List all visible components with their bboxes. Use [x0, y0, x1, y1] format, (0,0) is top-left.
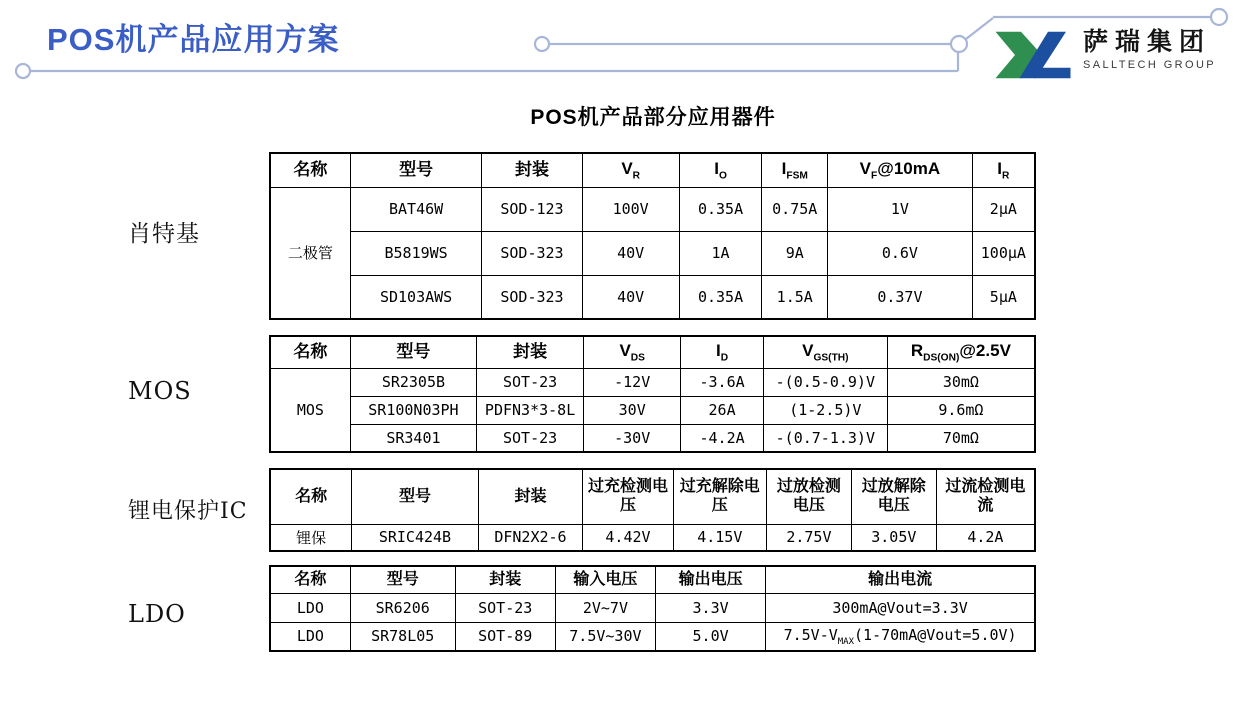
logo-name-cn: 萨瑞集团 — [1083, 28, 1212, 56]
table-cell: LDO — [270, 593, 350, 622]
table-cell: 0.35A — [679, 275, 762, 319]
table-cell: SOT-23 — [477, 424, 584, 452]
logo-text — [1083, 28, 1216, 71]
table-cell: 0.6V — [828, 231, 973, 275]
mos-spec-table — [269, 335, 1036, 453]
table-cell: 0.75A — [762, 187, 828, 231]
table-row — [270, 396, 1035, 424]
column-header: 过充检测电压 — [583, 469, 673, 524]
column-header: 名称 — [270, 153, 350, 187]
column-header: 型号 — [350, 566, 455, 593]
table-cell: 70mΩ — [887, 424, 1035, 452]
table-cell: 0.37V — [828, 275, 973, 319]
table-cell: SR6206 — [350, 593, 455, 622]
table-row — [270, 187, 1035, 231]
column-header: 型号 — [350, 336, 476, 368]
table-cell: 300mA@Vout=3.3V — [766, 593, 1035, 622]
header-row — [270, 469, 1035, 524]
column-header: $I_R$ — [972, 153, 1035, 187]
column-header: $I_{FSM}$ — [762, 153, 828, 187]
table-cell: 26A — [681, 396, 764, 424]
table-cell: 4.42V — [583, 524, 673, 551]
table-cell: 3.05V — [851, 524, 936, 551]
logo-mark-icon — [995, 28, 1071, 82]
table-cell: 3.3V — [656, 593, 766, 622]
column-header: $I_D$ — [681, 336, 764, 368]
column-header: 型号 — [350, 153, 482, 187]
table-cell: 5.0V — [656, 622, 766, 651]
table-cell: 二极管 — [270, 187, 350, 319]
table-row — [270, 231, 1035, 275]
table-cell: PDFN3*3-8L — [477, 396, 584, 424]
table-cell: 2μA — [972, 187, 1035, 231]
table-cell: -(0.7-1.3)V — [763, 424, 887, 452]
table-row — [270, 524, 1035, 551]
table-row — [270, 424, 1035, 452]
table-cell: 100μA — [972, 231, 1035, 275]
column-header: 输出电压 — [656, 566, 766, 593]
table-cell: SOD-323 — [482, 275, 582, 319]
table-cell: (1-2.5)V — [763, 396, 887, 424]
table-cell: SR100N03PH — [350, 396, 476, 424]
table-cell: 1V — [828, 187, 973, 231]
ldo-spec-table — [269, 565, 1036, 652]
column-header: $V_{GS(TH)}$ — [763, 336, 887, 368]
table-cell: 100V — [582, 187, 679, 231]
table-cell: $7.5V-V_{MAX}(1-70mA@Vout=5.0V)$ — [766, 622, 1035, 651]
table-cell: 0.35A — [679, 187, 762, 231]
column-header: $V_{DS}$ — [584, 336, 681, 368]
section-label-mos: MOS — [128, 377, 192, 405]
table-cell: SOT-23 — [477, 368, 584, 396]
column-header: 过流检测电流 — [936, 469, 1035, 524]
section-label-battery-protection-ic: 锂电保护IC — [128, 499, 248, 524]
header-row — [270, 153, 1035, 187]
column-header: 封装 — [478, 469, 583, 524]
column-header: 名称 — [270, 336, 350, 368]
table-cell: 9.6mΩ — [887, 396, 1035, 424]
table-cell: 2.75V — [766, 524, 851, 551]
header-row — [270, 336, 1035, 368]
table-cell: 30mΩ — [887, 368, 1035, 396]
table-cell: 1.5A — [762, 275, 828, 319]
column-header: 封装 — [482, 153, 582, 187]
content-heading: POS机产品部分应用器件 — [530, 106, 776, 129]
table-cell: SD103AWS — [350, 275, 482, 319]
table-cell: 7.5V~30V — [555, 622, 655, 651]
column-header: 输出电流 — [766, 566, 1035, 593]
header-row — [270, 566, 1035, 593]
table-cell: SOD-323 — [482, 231, 582, 275]
table-cell: SR78L05 — [350, 622, 455, 651]
column-header: 型号 — [352, 469, 478, 524]
table-cell: 30V — [584, 396, 681, 424]
table-cell: SR3401 — [350, 424, 476, 452]
logo-name-en: SALLTECH GROUP — [1083, 58, 1217, 71]
column-header: 封装 — [477, 336, 584, 368]
table-row — [270, 593, 1035, 622]
table-cell: 2V~7V — [555, 593, 655, 622]
table-row — [270, 275, 1035, 319]
table-cell: B5819WS — [350, 231, 482, 275]
column-header: $V_R$ — [582, 153, 679, 187]
section-label-schottky: 肖特基 — [128, 221, 200, 247]
table-cell: MOS — [270, 368, 350, 452]
table-cell: SOT-89 — [455, 622, 555, 651]
table-cell: SRIC424B — [352, 524, 478, 551]
table-cell: 锂保 — [270, 524, 352, 551]
column-header: 过充解除电压 — [673, 469, 766, 524]
company-logo — [995, 28, 1216, 82]
table-cell: 4.2A — [936, 524, 1035, 551]
table-row — [270, 368, 1035, 396]
table-cell: SOT-23 — [455, 593, 555, 622]
table-cell: 4.15V — [673, 524, 766, 551]
table-cell: -4.2A — [681, 424, 764, 452]
table-cell: 9A — [762, 231, 828, 275]
column-header: 名称 — [270, 566, 350, 593]
table-cell: -(0.5-0.9)V — [763, 368, 887, 396]
table-cell: SOD-123 — [482, 187, 582, 231]
battery-protection-spec-table — [269, 468, 1036, 552]
section-label-ldo: LDO — [128, 600, 186, 628]
table-row — [270, 622, 1035, 651]
column-header: 过放检测电压 — [766, 469, 851, 524]
table-cell: 40V — [582, 231, 679, 275]
table-cell: -12V — [584, 368, 681, 396]
table-cell: 5μA — [972, 275, 1035, 319]
column-header: $I_O$ — [679, 153, 762, 187]
column-header: 过放解除电压 — [851, 469, 936, 524]
column-header: 封装 — [455, 566, 555, 593]
column-header: $R_{DS(ON)}@2.5V$ — [887, 336, 1035, 368]
table-cell: -3.6A — [681, 368, 764, 396]
table-cell: LDO — [270, 622, 350, 651]
column-header: $V_F@10mA$ — [828, 153, 973, 187]
column-header: 名称 — [270, 469, 352, 524]
table-cell: 40V — [582, 275, 679, 319]
table-cell: 1A — [679, 231, 762, 275]
table-cell: SR2305B — [350, 368, 476, 396]
table-cell: BAT46W — [350, 187, 482, 231]
table-cell: -30V — [584, 424, 681, 452]
column-header: 输入电压 — [555, 566, 655, 593]
schottky-spec-table — [269, 152, 1036, 320]
table-cell: DFN2X2-6 — [478, 524, 583, 551]
page-title: POS机产品应用方案 — [47, 22, 340, 57]
